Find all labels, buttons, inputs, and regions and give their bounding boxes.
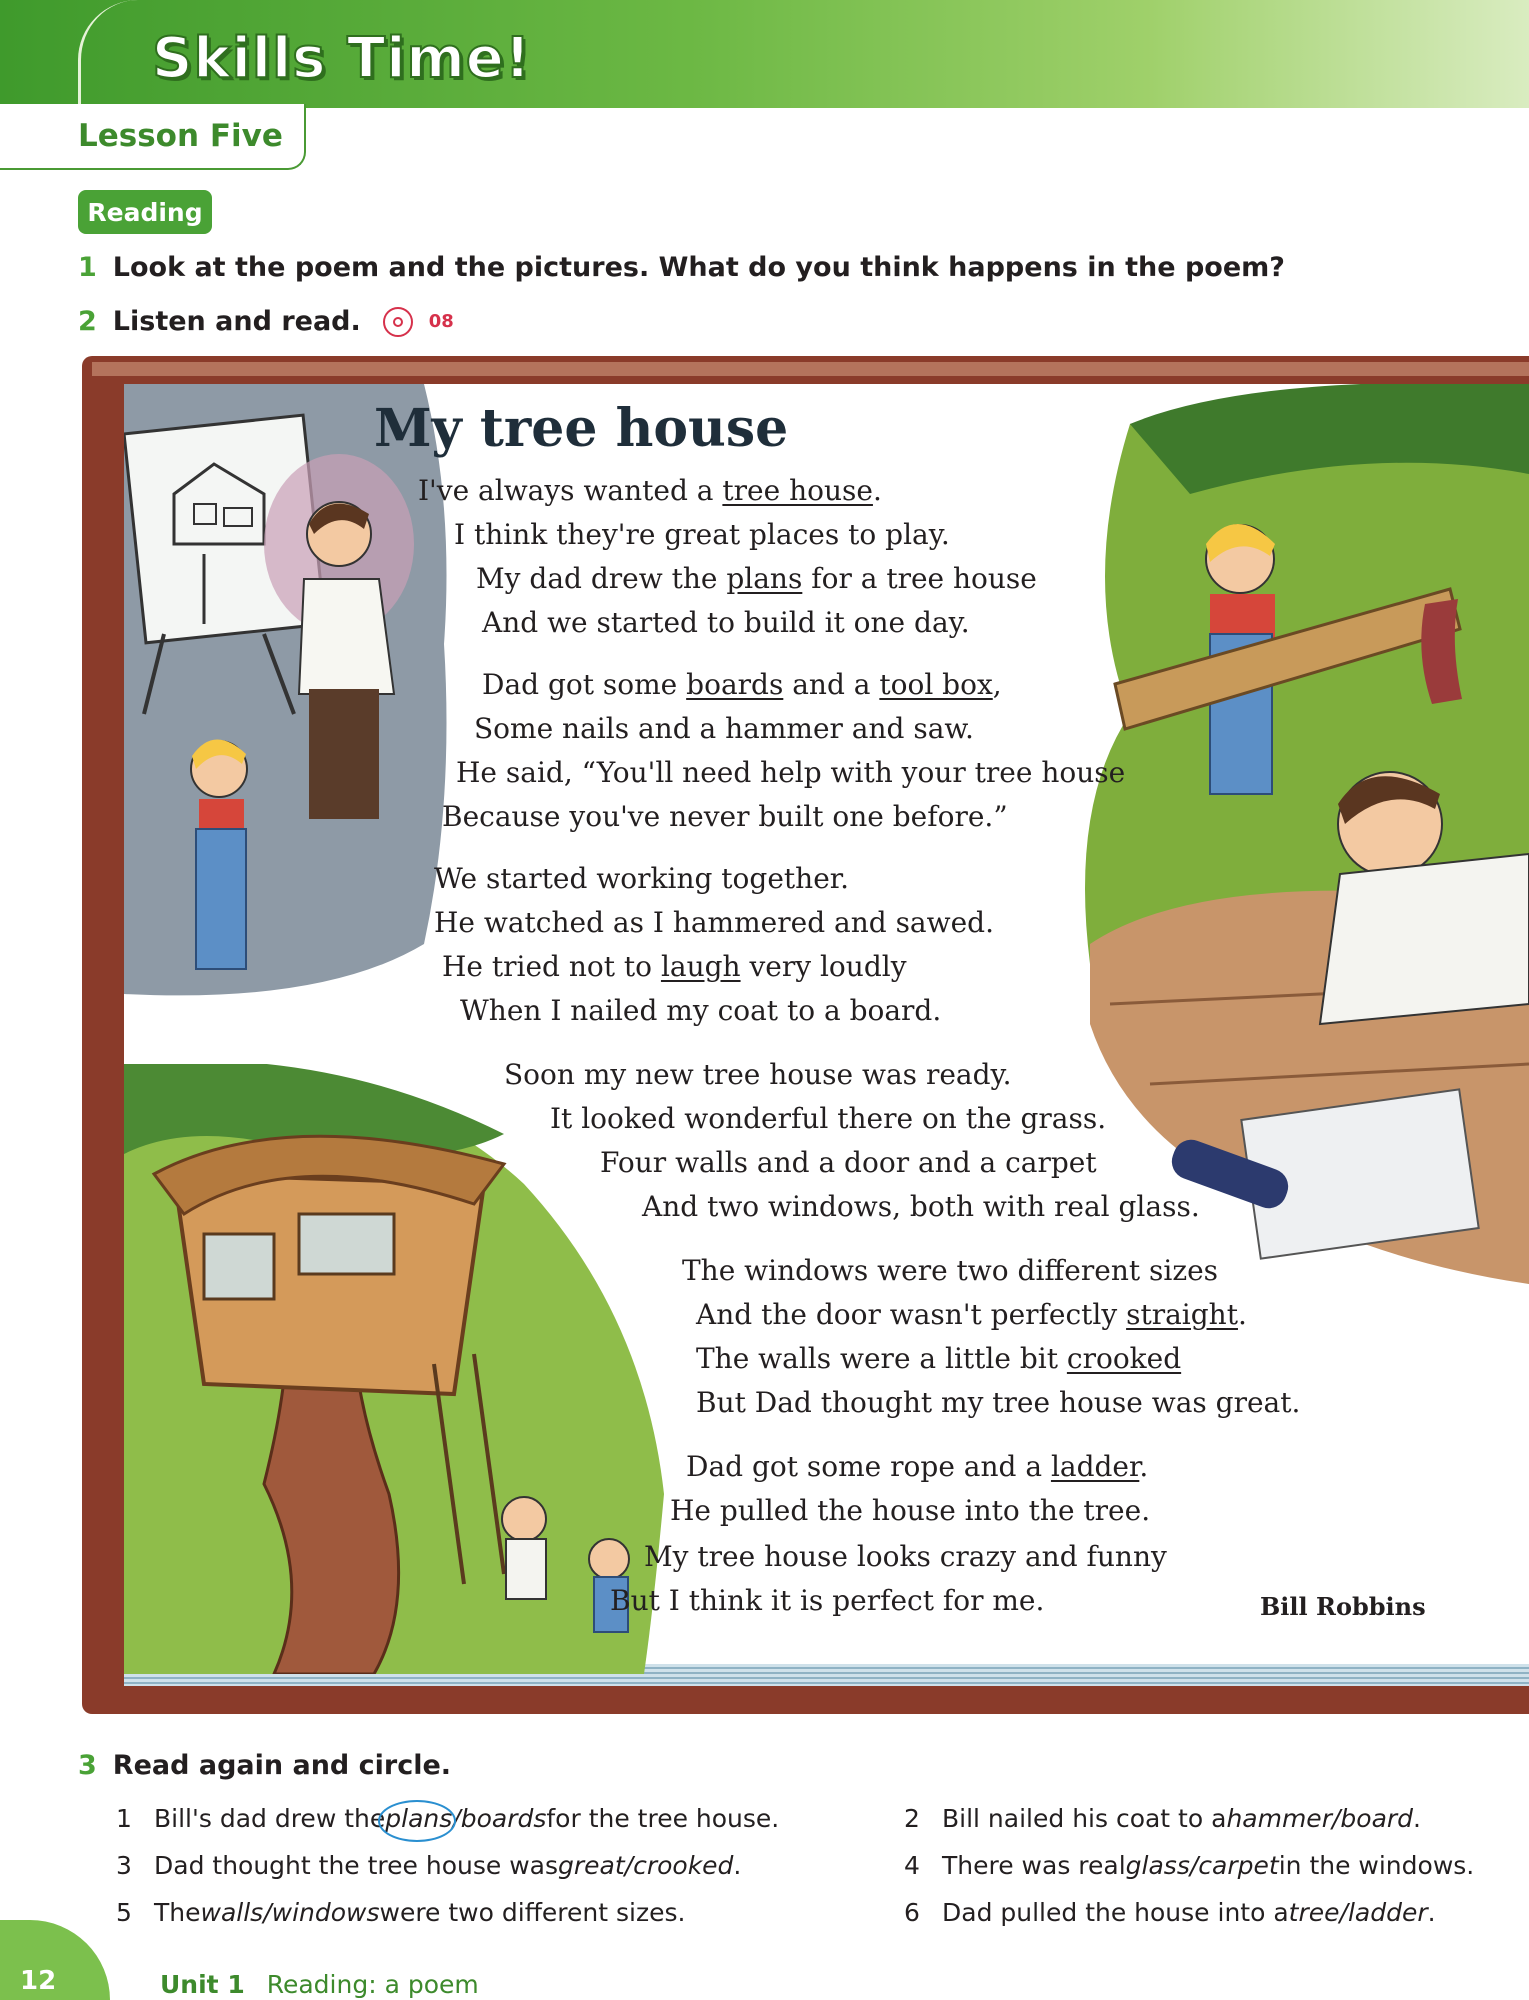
- page-number: 12: [20, 1966, 57, 1996]
- option-2[interactable]: carpet: [1198, 1851, 1279, 1880]
- question-1: 1 Bill's dad drew the plans / boards for the tree house.: [116, 1804, 780, 1833]
- option-1[interactable]: great: [557, 1851, 625, 1880]
- book-top-edge: [92, 362, 1529, 376]
- option-1[interactable]: tree: [1288, 1898, 1340, 1927]
- option-2[interactable]: crooked: [633, 1851, 734, 1880]
- reading-badge: Reading: [78, 190, 212, 234]
- question-4: 4 There was real glass / carpet in the windows.: [904, 1851, 1475, 1880]
- poem-line: Because you've never built one before.”: [442, 800, 1008, 833]
- poem-line: I think they're great places to play.: [454, 518, 950, 551]
- poem-line: And we started to build it one day.: [482, 606, 970, 639]
- poem-line: The walls were a little bit crooked: [696, 1342, 1182, 1375]
- poem-line: And two windows, both with real glass.: [642, 1190, 1200, 1223]
- poem-line: The windows were two different sizes: [682, 1254, 1219, 1287]
- illustration-tree-house: [124, 1064, 664, 1674]
- exercise-1: [78, 252, 1285, 283]
- poem-line: Soon my new tree house was ready.: [504, 1058, 1012, 1091]
- poem-line: He pulled the house into the tree.: [670, 1494, 1151, 1527]
- poem-line: He tried not to laugh very loudly: [442, 950, 907, 983]
- poem-title: My tree house: [374, 398, 789, 459]
- poem-line: Dad got some boards and a tool box,: [482, 668, 1002, 701]
- audio-track-number: 08: [428, 311, 454, 332]
- exercise-instruction: Listen and read.: [112, 306, 361, 337]
- option-2[interactable]: board: [1340, 1804, 1414, 1833]
- poem-line: Some nails and a hammer and saw.: [474, 712, 974, 745]
- exercise-instruction: Look at the poem and the pictures. What do you think happens in the poem?: [112, 252, 1285, 283]
- poem-line: He said, “You'll need help with your tree house: [456, 756, 1126, 789]
- poem-line: I've always wanted a tree house.: [418, 474, 882, 507]
- exercise-number: 2: [78, 306, 97, 337]
- option-2[interactable]: boards: [460, 1804, 547, 1833]
- poem-line: My dad drew the plans for a tree house: [476, 562, 1037, 595]
- question-5: 5 The walls / windows were two different sizes.: [116, 1898, 686, 1927]
- poem-author: Bill Robbins: [1260, 1592, 1426, 1621]
- exercise-number: 3: [78, 1750, 97, 1781]
- option-2[interactable]: ladder: [1347, 1898, 1428, 1927]
- question-3: 3 Dad thought the tree house was great / crooked .: [116, 1851, 742, 1880]
- question-2: 2 Bill nailed his coat to a hammer / board .: [904, 1804, 1421, 1833]
- footer-unit-label: [160, 1970, 479, 1999]
- option-1[interactable]: walls: [200, 1898, 264, 1927]
- poem-line: Four walls and a door and a carpet: [600, 1146, 1097, 1179]
- audio-cd-icon[interactable]: [383, 307, 413, 337]
- option-1[interactable]: hammer: [1226, 1804, 1332, 1833]
- poem-line: When I nailed my coat to a board.: [460, 994, 942, 1027]
- lesson-label: Lesson Five: [78, 118, 283, 154]
- exercise-2: [78, 306, 454, 337]
- exercise-3: [78, 1750, 451, 1781]
- question-6: 6 Dad pulled the house into a tree / ladder .: [904, 1898, 1436, 1927]
- poem-line: But I think it is perfect for me.: [610, 1584, 1045, 1617]
- poem-line: My tree house looks crazy and funny: [644, 1540, 1167, 1573]
- unit-name: Unit 1: [160, 1970, 245, 1999]
- page-title: Skills Time!: [152, 26, 532, 91]
- option-2[interactable]: windows: [271, 1898, 380, 1927]
- poem-line: And the door wasn't perfectly straight.: [696, 1298, 1247, 1331]
- poem-line: We started working together.: [434, 862, 849, 895]
- example-answer-circle: [378, 1800, 456, 1842]
- illustration-dad-drawing-plans: [124, 384, 454, 1014]
- exercise-instruction: Read again and circle.: [112, 1750, 452, 1781]
- option-1[interactable]: glass: [1125, 1851, 1190, 1880]
- poem-line: It looked wonderful there on the grass.: [550, 1102, 1107, 1135]
- poem-line: Dad got some rope and a ladder.: [686, 1450, 1149, 1483]
- option-1[interactable]: plans: [385, 1804, 453, 1833]
- exercise-number: 1: [78, 252, 97, 283]
- unit-topic: Reading: a poem: [266, 1970, 479, 1999]
- poem-line: He watched as I hammered and sawed.: [434, 906, 994, 939]
- poem-line: But Dad thought my tree house was great.: [696, 1386, 1301, 1419]
